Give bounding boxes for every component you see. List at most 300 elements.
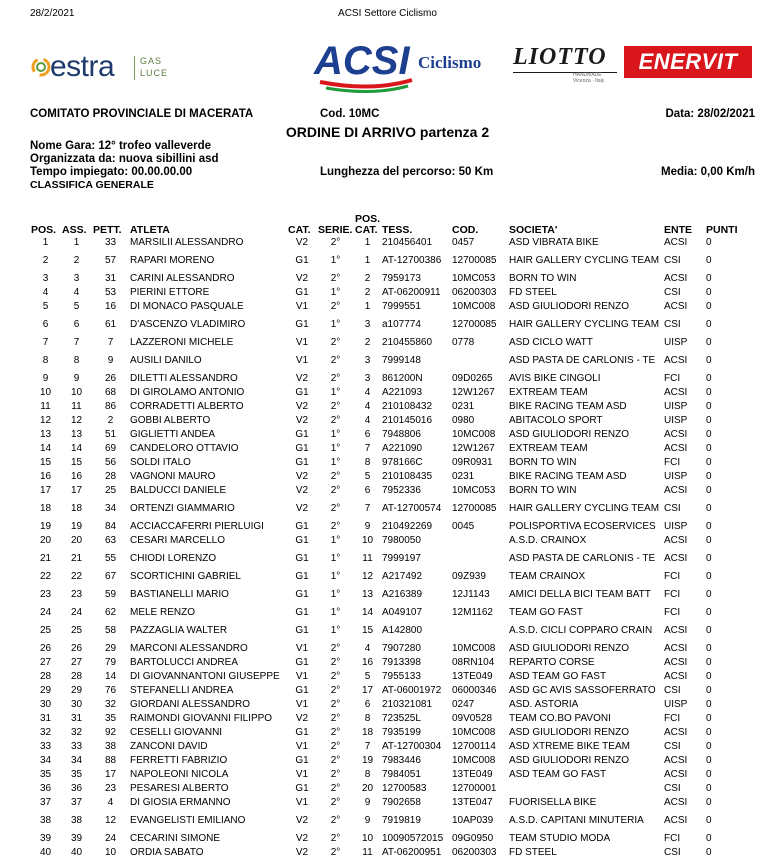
cell-pett: 88: [104, 755, 117, 766]
cell-atleta: GIORDANI ALESSANDRO: [130, 699, 251, 710]
cell-ente: ACSI: [664, 301, 688, 312]
cell-ente: UISP: [664, 415, 688, 426]
cell-pett: 57: [104, 255, 117, 266]
cell-ass: 11: [71, 401, 82, 412]
cell-serie: 1°: [330, 589, 341, 600]
cell-societa: ASD GC AVIS SASSOFERRATO: [509, 685, 656, 696]
race-code: Cod. 10MC: [320, 108, 380, 120]
cell-societa: ASD PASTA DE CARLONIS - TE: [509, 355, 656, 366]
cell-atleta: BASTIANELLI MARIO: [130, 589, 229, 600]
cell-societa: ASD TEAM GO FAST: [509, 671, 607, 682]
cell-atleta: FERRETTI FABRIZIO: [130, 755, 228, 766]
cell-tess: 861200N: [382, 373, 423, 384]
cell-ass: 13: [70, 429, 83, 440]
cell-serie: 2°: [330, 783, 341, 794]
cell-pos: 30: [39, 699, 52, 710]
cell-poscat: 8: [364, 769, 371, 780]
cell-tess: 210321081: [382, 699, 433, 710]
cell-serie: 2°: [330, 769, 341, 780]
cell-poscat: 5: [364, 671, 371, 682]
table-row: [30, 712, 755, 726]
cell-ass: 2: [73, 255, 80, 266]
cell-atleta: ORDIA SABATO: [130, 847, 204, 858]
cell-poscat: 7: [364, 443, 371, 454]
col-pos: POS.: [31, 224, 57, 236]
table-row: [30, 726, 755, 740]
table-row: [30, 442, 755, 456]
cell-atleta: D'ASCENZO VLADIMIRO: [130, 319, 246, 330]
table-row: [30, 236, 755, 250]
cell-poscat: 3: [364, 373, 371, 384]
cell-ass: 9: [73, 373, 80, 384]
cell-pett: 28: [104, 471, 117, 482]
enervit-wordmark: ENERVIT: [638, 49, 738, 74]
cell-serie: 1°: [330, 457, 341, 468]
cell-atleta: VAGNONI MAURO: [130, 471, 216, 482]
cell-cat: G1: [295, 755, 309, 766]
cell-tess: A142800: [382, 625, 423, 636]
cell-pos: 35: [39, 769, 52, 780]
cell-serie: 2°: [330, 237, 341, 248]
cell-societa: ASD VIBRATA BIKE: [509, 237, 599, 248]
cell-pett: 79: [104, 657, 117, 668]
cell-societa: FUORISELLA BIKE: [509, 797, 597, 808]
cell-ass: 16: [70, 471, 83, 482]
cell-pett: 86: [104, 401, 117, 412]
table-row: [30, 548, 755, 570]
cell-tess: AT-12700386: [382, 255, 442, 266]
cell-cod: 13TE047: [452, 797, 493, 808]
cell-ente: ACSI: [664, 237, 688, 248]
cell-poscat: 9: [364, 521, 371, 532]
cell-cod: 12700085: [452, 319, 497, 330]
cell-pos: 20: [39, 535, 52, 546]
cell-ente: CSI: [664, 741, 681, 752]
table-row: [30, 350, 755, 372]
cell-punti: 0: [706, 287, 712, 298]
cell-societa: ASD. ASTORIA: [509, 699, 579, 710]
cell-ass: 21: [70, 553, 83, 564]
cell-ente: ACSI: [664, 429, 688, 440]
cell-poscat: 7: [364, 503, 371, 514]
cell-poscat: 19: [361, 755, 374, 766]
cell-societa: EXTREAM TEAM: [509, 443, 588, 454]
cell-punti: 0: [706, 847, 712, 858]
cell-ass: 6: [73, 319, 80, 330]
cell-cat: V1: [295, 741, 309, 752]
estra-wordmark: estra: [50, 50, 115, 83]
cell-serie: 2°: [330, 373, 341, 384]
cell-ass: 1: [73, 237, 80, 248]
cell-ente: CSI: [664, 685, 681, 696]
cell-ente: CSI: [664, 287, 681, 298]
cell-punti: 0: [706, 355, 712, 366]
cell-poscat: 18: [361, 727, 374, 738]
race-time: Tempo impiegato: 00.00.00.00: [30, 166, 193, 178]
cell-societa: TEAM CO.BO PAVONI: [509, 713, 611, 724]
cell-cat: V1: [295, 699, 309, 710]
cell-serie: 1°: [330, 387, 341, 398]
estra-divider: [134, 56, 135, 80]
cell-cod: 13TE049: [452, 769, 493, 780]
cell-cat: G1: [295, 387, 309, 398]
cell-pett: 26: [104, 373, 117, 384]
cell-pett: 10: [104, 847, 117, 858]
table-row: [30, 414, 755, 428]
cell-ass: 10: [70, 387, 83, 398]
cell-pos: 26: [39, 643, 52, 654]
cell-serie: 2°: [330, 503, 341, 514]
cell-atleta: AUSILI DANILO: [130, 355, 202, 366]
cell-punti: 0: [706, 471, 712, 482]
cell-societa: BORN TO WIN: [509, 457, 577, 468]
cell-pett: 58: [104, 625, 117, 636]
cell-serie: 2°: [330, 471, 341, 482]
cell-ente: CSI: [664, 319, 681, 330]
cell-poscat: 3: [364, 355, 371, 366]
cell-ass: 18: [70, 503, 83, 514]
cell-ente: CSI: [664, 503, 681, 514]
cell-cat: G1: [295, 685, 309, 696]
cell-ass: 20: [70, 535, 83, 546]
cell-poscat: 14: [361, 607, 374, 618]
cell-pett: 17: [104, 769, 117, 780]
cell-societa: BORN TO WIN: [509, 485, 577, 496]
cell-punti: 0: [706, 255, 712, 266]
cell-ente: FCI: [664, 607, 681, 618]
cell-pos: 31: [39, 713, 52, 724]
cell-cat: V2: [295, 815, 309, 826]
page-title: ORDINE DI ARRIVO partenza 2: [285, 124, 490, 140]
cell-societa: AVIS BIKE CINGOLI: [509, 373, 601, 384]
cell-societa: EXTREAM TEAM: [509, 387, 588, 398]
cell-atleta: BARTOLUCCI ANDREA: [130, 657, 238, 668]
cell-poscat: 8: [364, 457, 371, 468]
cell-tess: 7948806: [382, 429, 421, 440]
cell-pett: 92: [104, 727, 117, 738]
cell-ass: 7: [73, 337, 80, 348]
table-row: [30, 606, 755, 620]
cell-pett: 56: [104, 457, 117, 468]
cell-pos: 27: [39, 657, 52, 668]
cell-ass: 5: [73, 301, 80, 312]
cell-pos: 9: [42, 373, 49, 384]
cell-pos: 6: [42, 319, 49, 330]
cell-cod: 09Z939: [452, 571, 486, 582]
cell-cat: V2: [295, 237, 309, 248]
cell-cat: G1: [295, 589, 309, 600]
table-row: [30, 498, 755, 520]
cell-serie: 2°: [330, 273, 341, 284]
cell-serie: 2°: [330, 355, 341, 366]
cell-pos: 8: [42, 355, 49, 366]
cell-pos: 38: [39, 815, 52, 826]
sponsor-logos: [0, 28, 775, 102]
col-poscat: POS. CAT.: [355, 213, 381, 236]
cell-pett: 14: [104, 671, 117, 682]
table-row: [30, 534, 755, 548]
cell-tess: 210455860: [382, 337, 433, 348]
cell-pos: 28: [39, 671, 52, 682]
cell-societa: FD STEEL: [509, 287, 557, 298]
cell-cat: G1: [295, 255, 309, 266]
cell-ass: 26: [70, 643, 83, 654]
cell-cat: V1: [295, 301, 309, 312]
cell-pett: 4: [107, 797, 114, 808]
cell-tess: 7984051: [382, 769, 421, 780]
cell-serie: 2°: [330, 815, 341, 826]
cell-serie: 2°: [330, 755, 341, 766]
table-row: [30, 300, 755, 314]
col-cat: CAT.: [288, 224, 311, 236]
race-date: Data: 28/02/2021: [665, 108, 755, 120]
cell-punti: 0: [706, 571, 712, 582]
cell-tess: 7999551: [382, 301, 421, 312]
cell-cat: V2: [295, 401, 309, 412]
cell-societa: BORN TO WIN: [509, 273, 577, 284]
table-header: [30, 212, 755, 236]
cell-cod: 10AP039: [452, 815, 494, 826]
cell-pos: 7: [42, 337, 49, 348]
cell-ente: ACSI: [664, 387, 688, 398]
cell-cod: 09D0265: [452, 373, 493, 384]
cell-cat: G1: [295, 521, 309, 532]
col-cod: COD.: [452, 224, 479, 236]
cell-cod: 10MC008: [452, 755, 496, 766]
cell-ente: ACSI: [664, 755, 688, 766]
table-row: [30, 570, 755, 584]
cell-societa: A.S.D. CRAINOX: [509, 535, 587, 546]
cell-cod: 12700001: [452, 783, 497, 794]
cell-ass: 39: [70, 833, 83, 844]
cell-ente: ACSI: [664, 625, 688, 636]
cell-societa: HAIR GALLERY CYCLING TEAM: [509, 319, 660, 330]
cell-cat: V1: [295, 355, 309, 366]
cell-ass: 12: [70, 415, 83, 426]
cell-cod: 09R0931: [452, 457, 493, 468]
cell-ente: ACSI: [664, 485, 688, 496]
cell-pos: 12: [39, 415, 52, 426]
cell-cat: G1: [295, 443, 309, 454]
cell-cod: 08RN104: [452, 657, 495, 668]
cell-pos: 10: [39, 387, 52, 398]
table-row: [30, 584, 755, 606]
table-row: [30, 456, 755, 470]
cell-cat: G1: [295, 429, 309, 440]
cell-atleta: CESARI MARCELLO: [130, 535, 226, 546]
cell-cat: G1: [295, 457, 309, 468]
cell-poscat: 10: [361, 833, 374, 844]
cell-tess: 210145016: [382, 415, 433, 426]
cell-pos: 23: [39, 589, 52, 600]
cell-ass: 23: [70, 589, 83, 600]
cell-atleta: GIGLIETTI ANDEA: [130, 429, 216, 440]
cell-cod: 10MC008: [452, 301, 496, 312]
cell-ente: FCI: [664, 713, 681, 724]
cell-poscat: 12: [361, 571, 374, 582]
col-ass: ASS.: [62, 224, 87, 236]
cell-societa: FD STEEL: [509, 847, 557, 858]
cell-pett: 33: [104, 237, 117, 248]
cell-atleta: MARSILII ALESSANDRO: [130, 237, 244, 248]
cell-atleta: CORRADETTI ALBERTO: [130, 401, 244, 412]
cell-poscat: 15: [361, 625, 374, 636]
cell-serie: 2°: [330, 401, 341, 412]
cell-ente: CSI: [664, 847, 681, 858]
acsi-ciclismo-logo: [312, 34, 482, 96]
cell-cod: 09G0950: [452, 833, 494, 844]
cell-punti: 0: [706, 553, 712, 564]
cell-atleta: RAPARI MORENO: [130, 255, 215, 266]
cell-tess: A216389: [382, 589, 423, 600]
cell-poscat: 4: [364, 415, 371, 426]
cell-cod: 06200303: [452, 847, 497, 858]
cell-tess: 7999197: [382, 553, 421, 564]
table-row: [30, 796, 755, 810]
cell-punti: 0: [706, 589, 712, 600]
cell-pos: 4: [42, 287, 49, 298]
cell-ass: 35: [70, 769, 83, 780]
cell-punti: 0: [706, 671, 712, 682]
cell-tess: 10090572015: [382, 833, 444, 844]
cell-ente: ACSI: [664, 727, 688, 738]
cell-atleta: MARCONI ALESSANDRO: [130, 643, 248, 654]
cell-ente: ACSI: [664, 443, 688, 454]
cell-serie: 1°: [330, 607, 341, 618]
cell-ente: ACSI: [664, 657, 688, 668]
cell-societa: POLISPORTIVA ECOSERVICES: [509, 521, 656, 532]
cell-ass: 36: [70, 783, 83, 794]
cell-ente: ACSI: [664, 643, 688, 654]
table-row: [30, 250, 755, 272]
cell-cat: G1: [295, 607, 309, 618]
cell-punti: 0: [706, 401, 712, 412]
cell-tess: 210108435: [382, 471, 433, 482]
cell-cod: 0980: [452, 415, 475, 426]
cell-pos: 33: [39, 741, 52, 752]
cell-cod: 12W1267: [452, 387, 495, 398]
cell-poscat: 2: [364, 273, 371, 284]
table-row: [30, 286, 755, 300]
cell-ente: FCI: [664, 589, 681, 600]
table-row: [30, 698, 755, 712]
cell-tess: AT-06200951: [382, 847, 442, 858]
cell-punti: 0: [706, 741, 712, 752]
cell-tess: 7983446: [382, 755, 421, 766]
table-row: [30, 372, 755, 386]
liotto-tagline: HANDMADE Vicenza · Italy: [573, 72, 605, 84]
cell-societa: ASD GIULIODORI RENZO: [509, 755, 630, 766]
cell-ente: UISP: [664, 401, 688, 412]
cell-poscat: 4: [364, 387, 371, 398]
cell-pos: 24: [39, 607, 52, 618]
cell-ente: UISP: [664, 337, 688, 348]
race-organizer: Organizzata da: nuova sibillini asd: [30, 153, 219, 165]
col-pett: PETT.: [93, 224, 122, 236]
cell-societa: REPARTO CORSE: [509, 657, 595, 668]
cell-ass: 25: [70, 625, 83, 636]
cell-pos: 16: [39, 471, 52, 482]
cell-ass: 29: [70, 685, 83, 696]
cell-tess: A221093: [382, 387, 423, 398]
race-name: Nome Gara: 12° trofeo valleverde: [30, 140, 212, 152]
cell-serie: 2°: [330, 671, 341, 682]
cell-cat: V1: [295, 671, 309, 682]
cell-serie: 2°: [330, 699, 341, 710]
cell-pett: 84: [104, 521, 117, 532]
cell-tess: 7999148: [382, 355, 421, 366]
average-speed: Media: 0,00 Km/h: [661, 166, 755, 178]
cell-serie: 1°: [330, 535, 341, 546]
cell-punti: 0: [706, 607, 712, 618]
cell-pett: 76: [104, 685, 117, 696]
cell-societa: ASD CICLO WATT: [509, 337, 593, 348]
cell-pett: 29: [104, 643, 117, 654]
estra-logo: [30, 50, 180, 86]
cell-pett: 63: [104, 535, 117, 546]
table-row: [30, 810, 755, 832]
cell-punti: 0: [706, 485, 712, 496]
cell-poscat: 17: [361, 685, 374, 696]
cell-atleta: STEFANELLI ANDREA: [130, 685, 234, 696]
cell-punti: 0: [706, 699, 712, 710]
cell-punti: 0: [706, 415, 712, 426]
cell-pos: 14: [39, 443, 52, 454]
cell-cod: 10MC008: [452, 643, 496, 654]
cell-ass: 37: [70, 797, 83, 808]
cell-pett: 62: [104, 607, 117, 618]
cell-punti: 0: [706, 625, 712, 636]
col-punti: PUNTI: [706, 224, 738, 236]
cell-ente: ACSI: [664, 671, 688, 682]
cell-atleta: SOLDI ITALO: [130, 457, 191, 468]
cell-atleta: DI GIOVANNANTONI GIUSEPPE: [130, 671, 280, 682]
cell-tess: 7935199: [382, 727, 421, 738]
col-ente: ENTE: [664, 224, 693, 236]
col-atleta: ATLETA: [130, 224, 170, 236]
cell-tess: 7907280: [382, 643, 421, 654]
cell-pett: 53: [104, 287, 117, 298]
cell-atleta: NAPOLEONI NICOLA: [130, 769, 229, 780]
cell-atleta: PIERINI ETTORE: [130, 287, 210, 298]
cell-societa: ASD GIULIODORI RENZO: [509, 727, 630, 738]
cell-poscat: 5: [364, 471, 371, 482]
cell-serie: 2°: [330, 727, 341, 738]
cell-poscat: 16: [361, 657, 374, 668]
table-row: [30, 740, 755, 754]
cell-cod: 12J1143: [452, 589, 490, 600]
cell-cod: 0231: [452, 471, 475, 482]
cell-poscat: 3: [364, 319, 371, 330]
table-row: [30, 484, 755, 498]
cell-poscat: 4: [364, 401, 371, 412]
cell-cat: G1: [295, 287, 309, 298]
cell-cat: G1: [295, 571, 309, 582]
cell-punti: 0: [706, 769, 712, 780]
cell-atleta: CESELLI GIOVANNI: [130, 727, 223, 738]
cell-cod: 10MC008: [452, 429, 496, 440]
cell-societa: TEAM STUDIO MODA: [509, 833, 611, 844]
cell-poscat: 10: [361, 535, 374, 546]
cell-serie: 1°: [330, 625, 341, 636]
cell-tess: 210492269: [382, 521, 433, 532]
cell-poscat: 6: [364, 429, 371, 440]
cell-ass: 33: [70, 741, 83, 752]
cell-ente: UISP: [664, 471, 688, 482]
cell-cat: V2: [295, 503, 309, 514]
cell-cod: 12700085: [452, 255, 497, 266]
cell-punti: 0: [706, 373, 712, 384]
